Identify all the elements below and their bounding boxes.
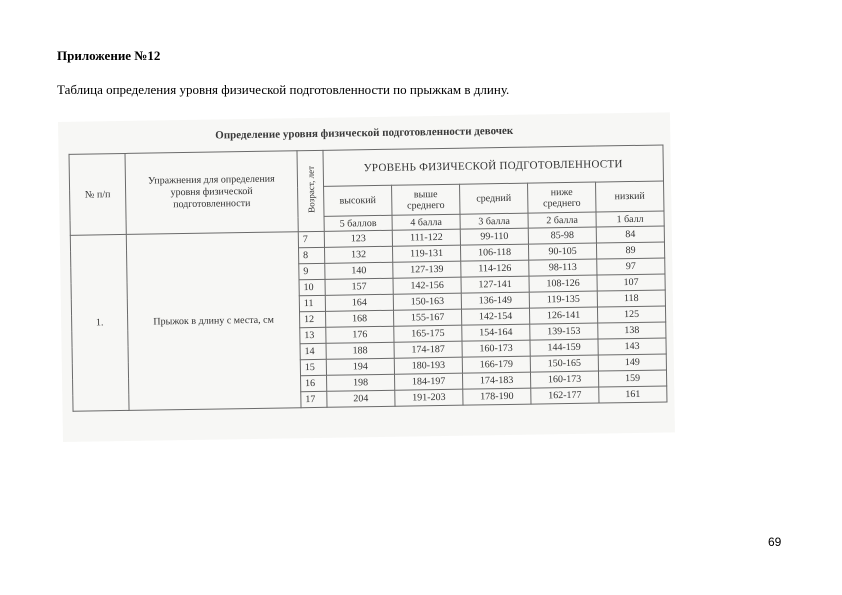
header-age-label: Возраст, лет [305,166,316,213]
value-cell: 194 [326,358,394,375]
age-cell: 11 [299,295,325,311]
table-caption: Таблица определения уровня физической подготовленности по прыжкам в длину. [57,82,510,97]
value-cell: 188 [326,342,394,359]
value-cell: 191-203 [395,389,463,406]
fitness-table [69,144,668,411]
value-cell: 106-118 [460,244,528,261]
value-cell: 139-153 [530,323,598,340]
level-name: высокий [324,185,392,216]
value-cell: 140 [325,262,393,279]
value-cell: 85-98 [528,227,596,244]
header-level: УРОВЕНЬ ФИЗИЧЕСКОЙ ПОДГОТОВЛЕННОСТИ [323,145,664,186]
value-cell: 127-141 [461,276,529,293]
value-cell: 168 [326,310,394,327]
appendix-heading: Приложение №12 [57,48,161,63]
value-cell: 160-173 [530,371,598,388]
value-cell: 184-197 [395,373,463,390]
value-cell: 127-139 [393,261,461,278]
age-cell: 8 [299,247,325,263]
value-cell: 161 [599,386,667,403]
value-cell: 99-110 [460,228,528,245]
level-points: 2 балла [528,212,596,228]
value-cell: 97 [597,258,665,275]
value-cell: 162-177 [531,387,599,404]
value-cell: 89 [596,242,664,259]
value-cell: 159 [598,370,666,387]
value-cell: 142-156 [393,277,461,294]
value-cell: 174-187 [394,341,462,358]
level-name: низкий [596,181,664,212]
age-cell: 14 [300,343,326,359]
value-cell: 108-126 [529,275,597,292]
value-cell: 180-193 [394,357,462,374]
value-cell: 166-179 [462,356,530,373]
value-cell: 150-163 [393,293,461,310]
value-cell: 90-105 [528,243,596,260]
value-cell: 149 [598,354,666,371]
scanned-table-image [58,112,675,442]
exercise-number: 1. [70,234,129,411]
value-cell: 154-164 [462,324,530,341]
age-cell: 15 [300,359,326,375]
value-cell: 204 [327,390,395,407]
level-name: выше среднего [392,184,460,215]
value-cell: 136-149 [461,292,529,309]
age-cell: 16 [301,375,327,391]
level-points: 4 балла [392,214,460,230]
value-cell: 165-175 [394,325,462,342]
exercise-name: Прыжок в длину с места, см [126,232,301,411]
level-points: 5 баллов [324,215,392,231]
header-num: № п/п [69,153,126,235]
header-age [297,150,324,231]
value-cell: 144-159 [530,339,598,356]
age-cell: 12 [300,311,326,327]
value-cell: 150-165 [530,355,598,372]
level-points: 3 балла [460,213,528,229]
age-cell: 13 [300,327,326,343]
value-cell: 198 [327,374,395,391]
value-cell: 157 [325,278,393,295]
value-cell: 98-113 [529,259,597,276]
value-cell: 107 [597,274,665,291]
value-cell: 123 [324,230,392,247]
value-cell: 119-131 [392,245,460,262]
value-cell: 178-190 [463,388,531,405]
level-name: ниже среднего [528,182,596,213]
value-cell: 164 [325,294,393,311]
value-cell: 138 [598,322,666,339]
value-cell: 84 [596,226,664,243]
value-cell: 119-135 [529,291,597,308]
page-number: 69 [768,535,782,549]
value-cell: 142-154 [461,308,529,325]
value-cell: 155-167 [393,309,461,326]
value-cell: 111-122 [392,229,460,246]
level-name: средний [460,183,528,214]
scan-title: Определение уровня физической подготовленности девочек [215,124,514,142]
value-cell: 118 [597,290,665,307]
age-cell: 17 [301,391,327,407]
value-cell: 125 [597,306,665,323]
age-cell: 9 [299,263,325,279]
value-cell: 174-183 [462,372,530,389]
value-cell: 132 [325,246,393,263]
value-cell: 114-126 [461,260,529,277]
value-cell: 143 [598,338,666,355]
age-cell: 7 [298,231,324,247]
value-cell: 126-141 [529,307,597,324]
age-cell: 10 [299,279,325,295]
level-points: 1 балл [596,211,664,227]
value-cell: 160-173 [462,340,530,357]
value-cell: 176 [326,326,394,343]
header-exercise: Упражнения для определения уровня физической подготовленности [125,151,298,235]
